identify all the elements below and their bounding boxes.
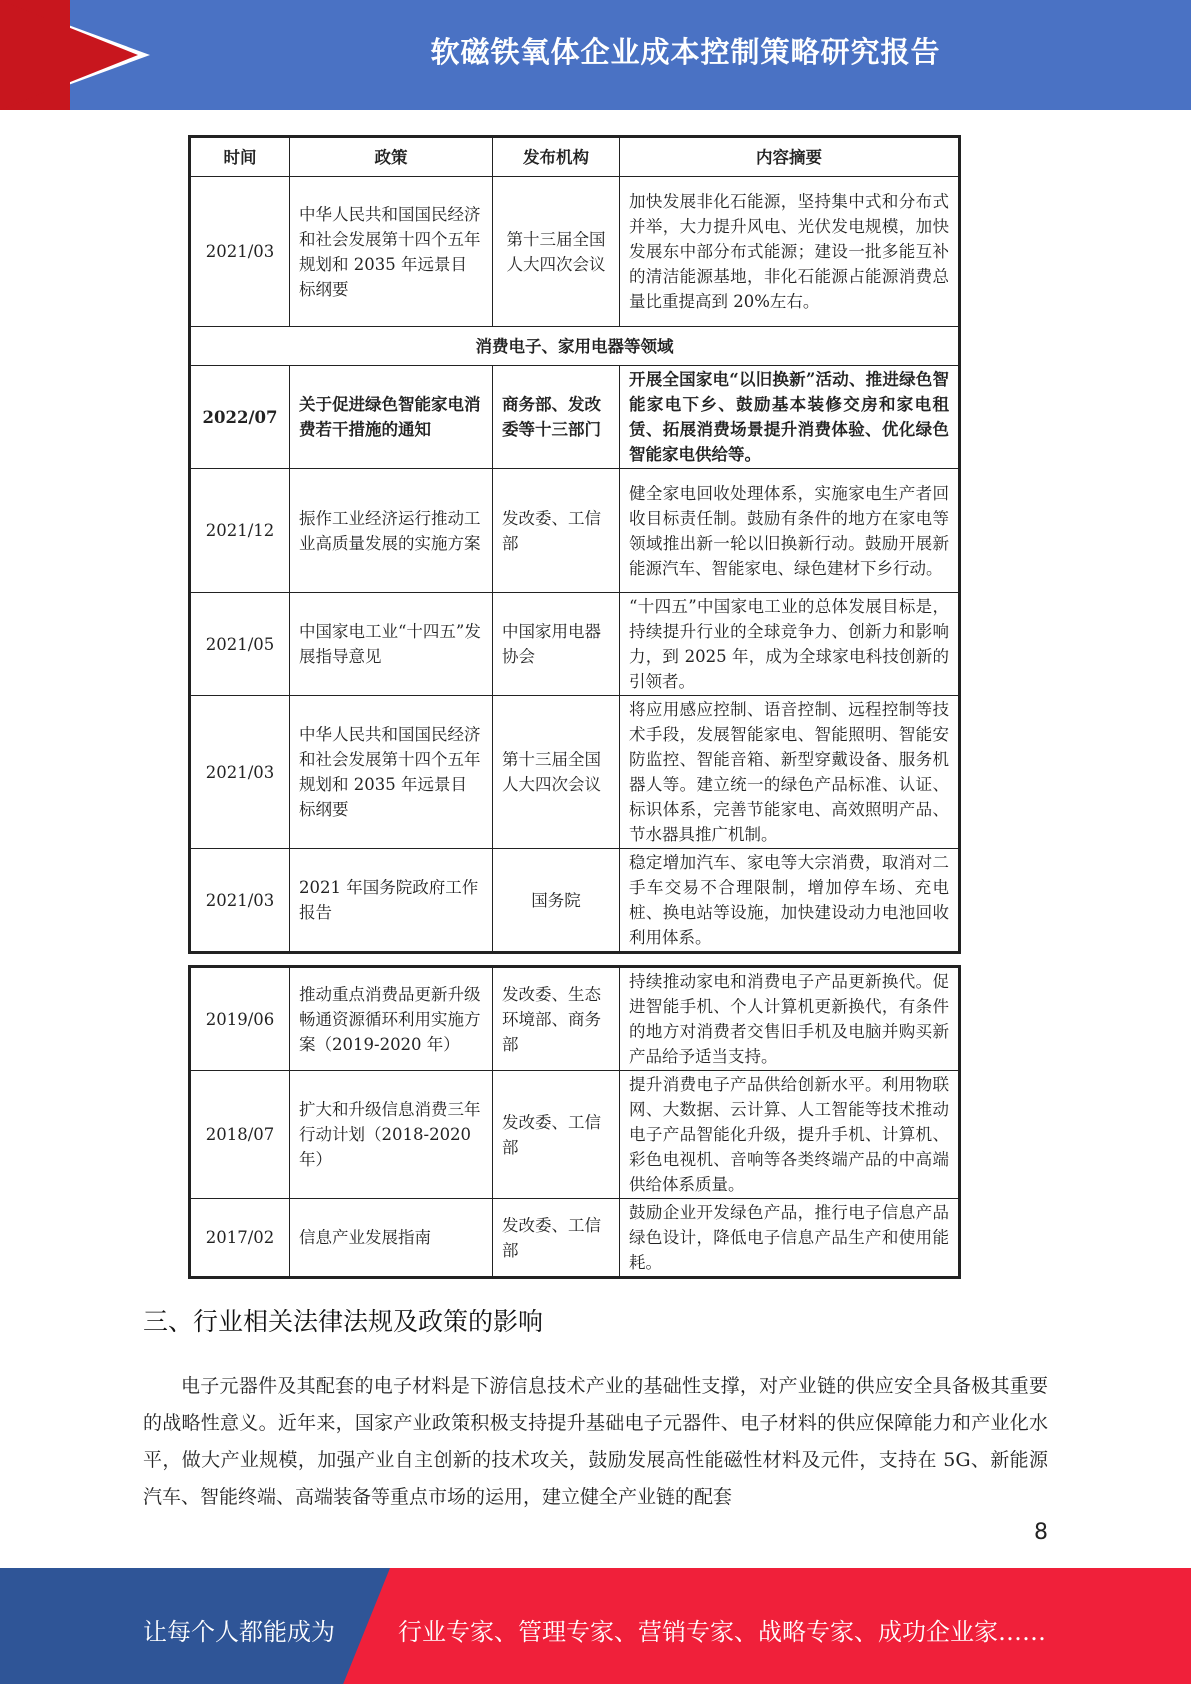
cell-time: 2021/03	[190, 696, 290, 849]
table-section-row	[190, 327, 960, 366]
cell-summary: “十四五”中国家电工业的总体发展目标是，持续提升行业的全球竞争力、创新力和影响力，到 2025 年，成为全球家电科技创新的引领者。	[620, 593, 960, 696]
header-summary: 内容摘要	[620, 137, 960, 177]
table-row	[190, 593, 960, 696]
cell-time: 2021/03	[190, 177, 290, 327]
page-footer	[0, 1568, 1191, 1684]
table-row	[190, 967, 960, 1071]
cell-org: 中国家用电器协会	[493, 593, 620, 696]
cell-time: 2019/06	[190, 967, 290, 1071]
table-row	[190, 696, 960, 849]
cell-org: 发改委、工信部	[493, 1071, 620, 1199]
cell-org: 第十三届全国人大四次会议	[493, 696, 620, 849]
header-red-arrow	[0, 0, 138, 110]
policy-table-continued	[188, 965, 961, 1279]
section-label: 消费电子、家用电器等领域	[190, 327, 960, 366]
cell-summary: 持续推动家电和消费电子产品更新换代。促进智能手机、个人计算机更新换代，有条件的地方对消费者交售旧手机及电脑并购买新产品给予适当支持。	[620, 967, 960, 1071]
cell-org: 发改委、生态环境部、商务部	[493, 967, 620, 1071]
cell-policy: 扩大和升级信息消费三年行动计划（2018-2020 年）	[290, 1071, 493, 1199]
policy-table	[188, 135, 961, 954]
cell-org: 国务院	[493, 849, 620, 953]
cell-policy: 信息产业发展指南	[290, 1199, 493, 1278]
table-row	[190, 1199, 960, 1278]
cell-time: 2021/05	[190, 593, 290, 696]
cell-time: 2021/03	[190, 849, 290, 953]
cell-policy: 关于促进绿色智能家电消费若干措施的通知	[290, 366, 493, 469]
cell-policy: 2021 年国务院政府工作报告	[290, 849, 493, 953]
cell-policy: 推动重点消费品更新升级畅通资源循环利用实施方案（2019-2020 年）	[290, 967, 493, 1071]
cell-time: 2017/02	[190, 1199, 290, 1278]
table-row	[190, 1071, 960, 1199]
table-row	[190, 469, 960, 593]
cell-time: 2018/07	[190, 1071, 290, 1199]
cell-policy: 中华人民共和国国民经济和社会发展第十四个五年规划和 2035 年远景目标纲要	[290, 696, 493, 849]
table-header-row	[190, 137, 960, 177]
report-title: 软磁铁氧体企业成本控制策略研究报告	[430, 35, 941, 69]
cell-summary: 开展全国家电“以旧换新”活动、推进绿色智能家电下乡、鼓励基本装修交房和家电租赁、拓展消费场景提升消费体验、优化绿色智能家电供给等。	[620, 366, 960, 469]
header-time: 时间	[190, 137, 290, 177]
section-heading: 三、行业相关法律法规及政策的影响	[143, 1307, 544, 1336]
cell-summary: 鼓励企业开发绿色产品，推行电子信息产品绿色设计，降低电子信息产品生产和使用能耗。	[620, 1199, 960, 1278]
table-row	[190, 849, 960, 953]
header-policy: 政策	[290, 137, 493, 177]
cell-org: 发改委、工信部	[493, 1199, 620, 1278]
cell-time: 2022/07	[190, 366, 290, 469]
footer-slogan-left: 让每个人都能成为	[143, 1618, 335, 1646]
page-header	[0, 0, 1191, 110]
cell-policy: 振作工业经济运行推动工业高质量发展的实施方案	[290, 469, 493, 593]
table-row	[190, 177, 960, 327]
cell-summary: 加快发展非化石能源，坚持集中式和分布式并举，大力提升风电、光伏发电规模，加快发展东中部分布式能源；建设一批多能互补的清洁能源基地，非化石能源占能源消费总量比重提高到 20%左右。	[620, 177, 960, 327]
cell-org: 发改委、工信部	[493, 469, 620, 593]
footer-slogan-right: 行业专家、管理专家、营销专家、战略专家、成功企业家……	[398, 1618, 1046, 1646]
cell-summary: 提升消费电子产品供给创新水平。利用物联网、大数据、云计算、人工智能等技术推动电子产品智能化升级，提升手机、计算机、彩色电视机、音响等各类终端产品的中高端供给体系质量。	[620, 1071, 960, 1199]
cell-org: 第十三届全国人大四次会议	[493, 177, 620, 327]
page-number: 8	[1034, 1520, 1048, 1545]
cell-time: 2021/12	[190, 469, 290, 593]
cell-policy: 中华人民共和国国民经济和社会发展第十四个五年规划和 2035 年远景目标纲要	[290, 177, 493, 327]
cell-org: 商务部、发改委等十三部门	[493, 366, 620, 469]
cell-summary: 健全家电回收处理体系，实施家电生产者回收目标责任制。鼓励有条件的地方在家电等领域推出新一轮以旧换新行动。鼓励开展新能源汽车、智能家电、绿色建材下乡行动。	[620, 469, 960, 593]
header-org: 发布机构	[493, 137, 620, 177]
cell-summary: 稳定增加汽车、家电等大宗消费，取消对二手车交易不合理限制，增加停车场、充电桩、换电站等设施，加快建设动力电池回收利用体系。	[620, 849, 960, 953]
cell-policy: 中国家电工业“十四五”发展指导意见	[290, 593, 493, 696]
table-row	[190, 366, 960, 469]
body-paragraph: 电子元器件及其配套的电子材料是下游信息技术产业的基础性支撑，对产业链的供应安全具备极其重要的战略性意义。近年来，国家产业政策积极支持提升基础电子元器件、电子材料的供应保障能力和产业化水平，做大产业规模，加强产业自主创新的技术攻关，鼓励发展高性能磁性材料及元件，支持在 5G、新能源汽车、智能终端、高端装备等重点市场的运用，建立健全产业链的配套	[143, 1375, 1048, 1508]
cell-summary: 将应用感应控制、语音控制、远程控制等技术手段，发展智能家电、智能照明、智能安防监控、智能音箱、新型穿戴设备、服务机器人等。建立统一的绿色产品标准、认证、标识体系，完善节能家电、高效照明产品、节水器具推广机制。	[620, 696, 960, 849]
